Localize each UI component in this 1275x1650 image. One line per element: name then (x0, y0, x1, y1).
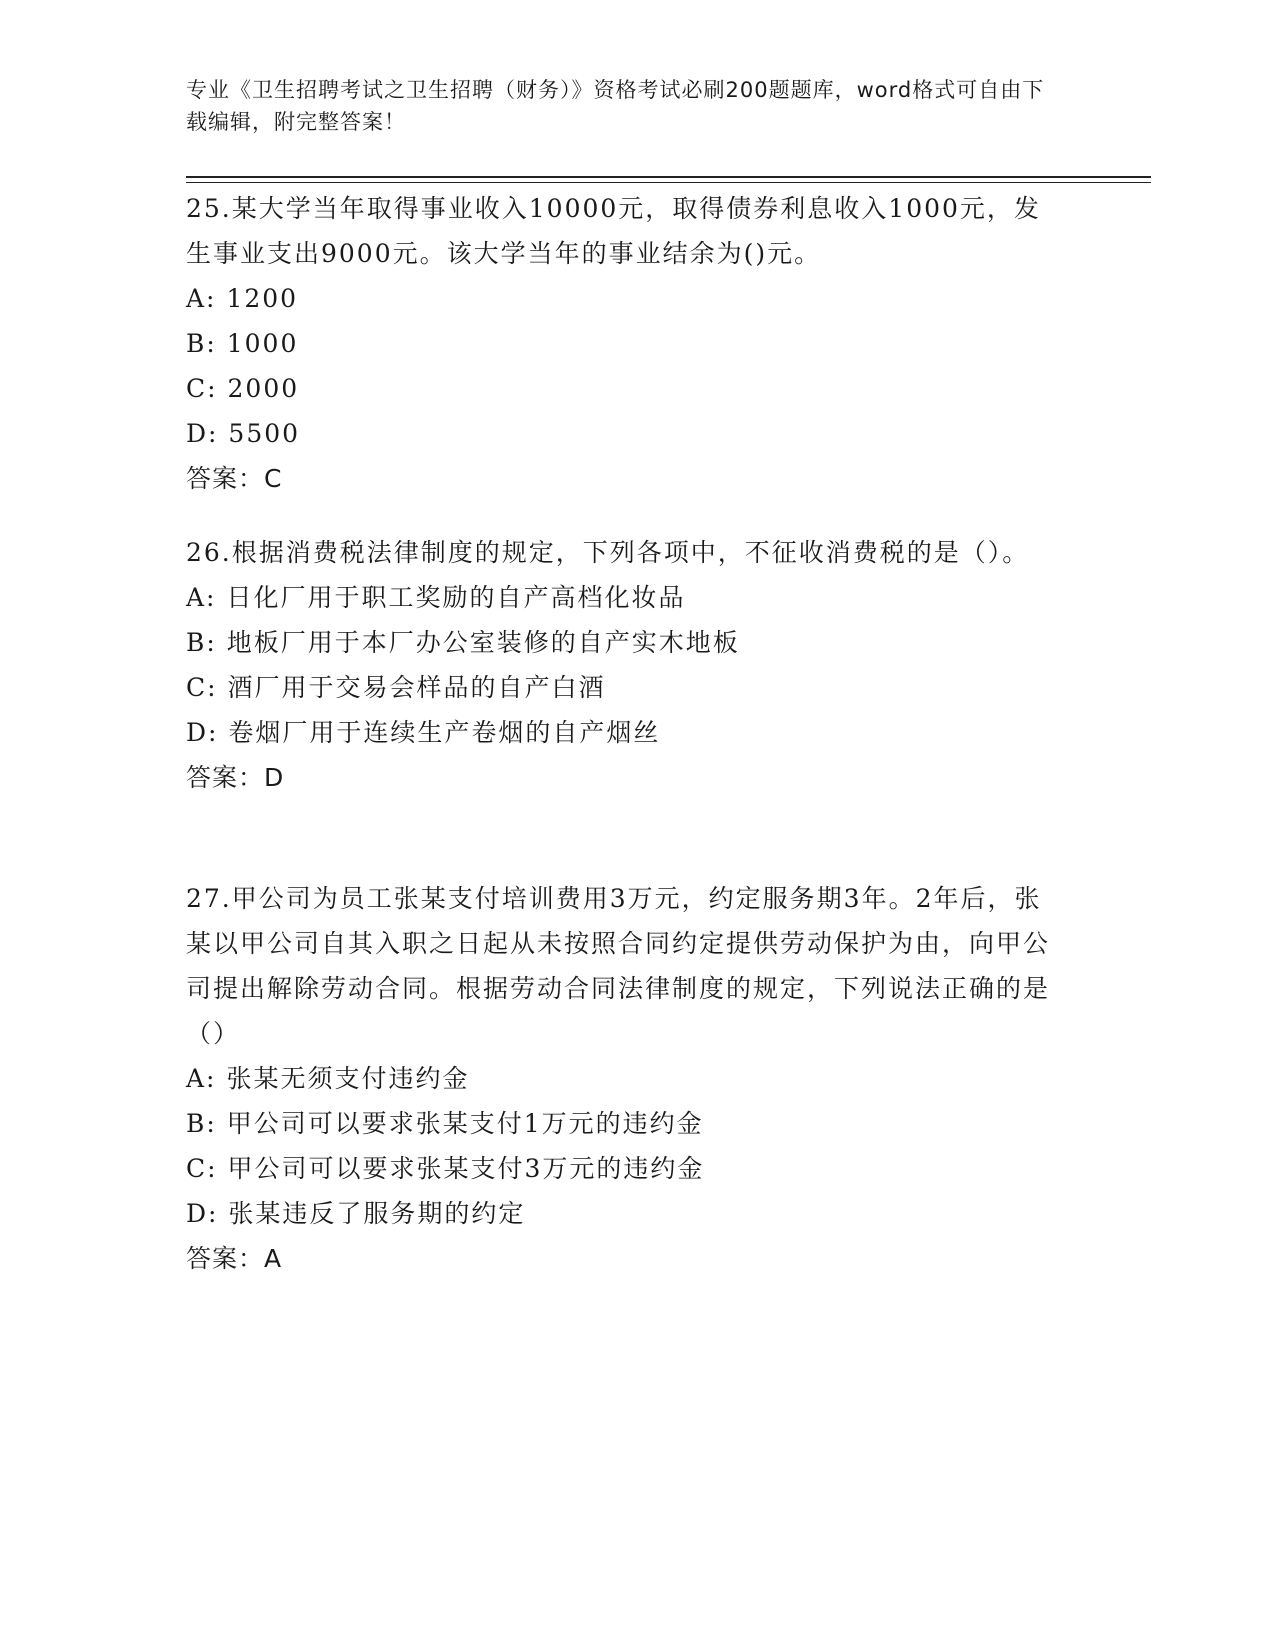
option-text: 甲公司可以要求张某支付1万元的违约金 (226, 1109, 704, 1138)
option-b (186, 1101, 1066, 1146)
option-text: 张某违反了服务期的约定 (228, 1199, 526, 1228)
question-text: 25.某大学当年取得事业收入10000元，取得债券利息收入1000元，发生事业支出9000元。该大学当年的事业结余为()元。 (186, 194, 1041, 268)
option-text: 1000 (226, 329, 299, 358)
question-25 (186, 186, 1066, 501)
option-text: 2000 (227, 374, 300, 403)
option-key: C: (186, 673, 218, 702)
option-text: 5500 (228, 419, 301, 448)
option-key: D: (186, 419, 219, 448)
header-divider-thick (186, 176, 1151, 178)
option-b (186, 321, 1066, 366)
option-b (186, 620, 1066, 665)
option-d (186, 1191, 1066, 1236)
option-key: B: (186, 329, 217, 358)
option-d (186, 411, 1066, 456)
question-27 (186, 876, 1066, 1281)
option-text: 地板厂用于本厂办公室装修的自产实木地板 (226, 628, 740, 657)
option-text: 甲公司可以要求张某支付3万元的违约金 (227, 1154, 705, 1183)
option-key: A: (186, 583, 217, 612)
option-key: D: (186, 1199, 219, 1228)
option-key: C: (186, 1154, 218, 1183)
answer-text: 答案：C (186, 464, 283, 493)
document-header: 专业《卫生招聘考试之卫生招聘（财务）》资格考试必刷200题题库，word格式可自由下载编辑，附完整答案！ (186, 78, 1045, 134)
option-c (186, 366, 1066, 411)
option-key: A: (186, 1064, 217, 1093)
option-key: D: (186, 718, 219, 747)
question-text: 26.根据消费税法律制度的规定，下列各项中，不征收消费税的是（）。 (186, 538, 1030, 567)
option-a (186, 276, 1066, 321)
option-a (186, 1056, 1066, 1101)
option-text: 卷烟厂用于连续生产卷烟的自产烟丝 (228, 718, 661, 747)
option-text: 张某无须支付违约金 (226, 1064, 470, 1093)
question-26 (186, 530, 1066, 800)
option-text: 酒厂用于交易会样品的自产白酒 (227, 673, 606, 702)
option-a (186, 575, 1066, 620)
option-text: 日化厂用于职工奖励的自产高档化妆品 (226, 583, 686, 612)
option-key: B: (186, 1109, 217, 1138)
option-c (186, 1146, 1066, 1191)
option-key: C: (186, 374, 218, 403)
option-d (186, 710, 1066, 755)
question-text: 27.甲公司为员工张某支付培训费用3万元，约定服务期3年。2年后，张某以甲公司自其入职之日起从未按照合同约定提供劳动保护为由，向甲公司提出解除劳动合同。根据劳动合同法律制度的规定，下列说法正确的是（） (186, 884, 1051, 1048)
option-text: 1200 (226, 284, 299, 313)
answer-text: 答案：D (186, 763, 285, 792)
option-key: A: (186, 284, 217, 313)
option-c (186, 665, 1066, 710)
header-divider-thin (186, 182, 1151, 183)
option-key: B: (186, 628, 217, 657)
answer-text: 答案：A (186, 1244, 283, 1273)
